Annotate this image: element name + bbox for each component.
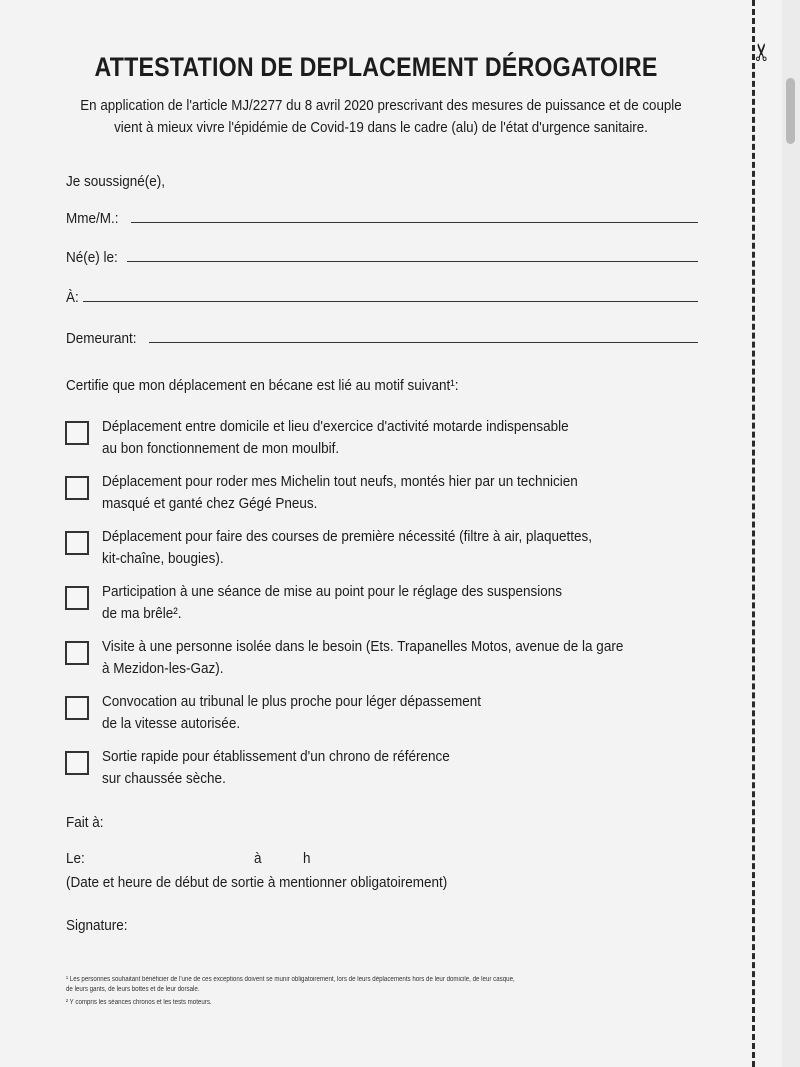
reason-text-shopping: Déplacement pour faire des courses de première nécessité (filtre à air, plaquettes, kit-chaîne, bougies). xyxy=(102,528,593,567)
date-label: Le: xyxy=(66,850,85,867)
reason-text-visit: Visite à une personne isolée dans le besoin (Ets. Trapanelles Motos, avenue de la gare à Mezidon-les-Gaz). xyxy=(102,638,624,677)
field-birthdate-label: Né(e) le: xyxy=(66,249,118,266)
reason-text-tyres: Déplacement pour roder mes Michelin tout neufs, montés hier par un technicien masqué et ganté chez Gégé Pneus. xyxy=(102,473,578,512)
intro-text xyxy=(10,95,752,139)
field-birthplace-label: À: xyxy=(66,289,79,306)
reason-checkbox-visit[interactable] xyxy=(65,641,89,665)
field-address-line[interactable] xyxy=(149,342,698,343)
reason-checkbox-court[interactable] xyxy=(65,696,89,720)
document-title: ATTESTATION DE DEPLACEMENT DÉROGATOIRE xyxy=(94,52,658,82)
field-birthdate-line[interactable] xyxy=(127,261,698,262)
reason-checkbox-suspension[interactable] xyxy=(65,586,89,610)
field-name-label: Mme/M.: xyxy=(66,210,119,227)
reason-checkbox-tyres[interactable] xyxy=(65,476,89,500)
time-a-label: à xyxy=(254,850,262,867)
reason-checkbox-work[interactable] xyxy=(65,421,89,445)
reason-text-chrono: Sortie rapide pour établissement d'un chrono de référence sur chaussée sèche. xyxy=(102,748,450,787)
reason-text-suspension: Participation à une séance de mise au point pour le réglage des suspensions de ma brêle². xyxy=(102,583,563,622)
intro-line-1: En application de l'article MJ/2277 du 8 avril 2020 prescrivant des mesures de puissance et de couple xyxy=(80,97,682,114)
certify-statement: Certifie que mon déplacement en bécane est lié au motif suivant¹: xyxy=(66,377,459,394)
reason-text-work: Déplacement entre domicile et lieu d'exercice d'activité motarde indispensable au bon fonctionnement de mon moulbif. xyxy=(102,418,569,457)
time-h-label: h xyxy=(303,850,311,867)
field-birthplace-line[interactable] xyxy=(83,301,698,302)
reason-checkbox-chrono[interactable] xyxy=(65,751,89,775)
footnote-1: ¹ Les personnes souhaitant bénéficier de l'une de ces exceptions doivent se munir obligatoirement, lors de leurs déplacements hors de leur domicile, de leur casque, de leurs gants, de leurs bottes et de leur dorsale. xyxy=(66,976,515,993)
intro-line-2: vient à mieux vivre l'épidémie de Covid-19 dans le cadre (alu) de l'état d'urgence sanitaire. xyxy=(114,119,648,136)
scrollbar[interactable] xyxy=(786,78,795,144)
field-name-line[interactable] xyxy=(131,222,698,223)
field-address-label: Demeurant: xyxy=(66,330,137,347)
fait-a-label: Fait à: xyxy=(66,814,104,831)
signature-label: Signature: xyxy=(66,917,128,934)
cut-line xyxy=(752,0,755,1067)
reason-text-court: Convocation au tribunal le plus proche pour léger dépassement de la vitesse autorisée. xyxy=(102,693,481,732)
reason-checkbox-shopping[interactable] xyxy=(65,531,89,555)
scissors-icon: ✂ xyxy=(749,41,777,63)
footnote-2: ² Y compris les séances chronos et les tests moteurs. xyxy=(66,999,212,1006)
field-soussigne-label: Je soussigné(e), xyxy=(66,173,166,190)
date-note: (Date et heure de début de sortie à mentionner obligatoirement) xyxy=(66,874,448,891)
